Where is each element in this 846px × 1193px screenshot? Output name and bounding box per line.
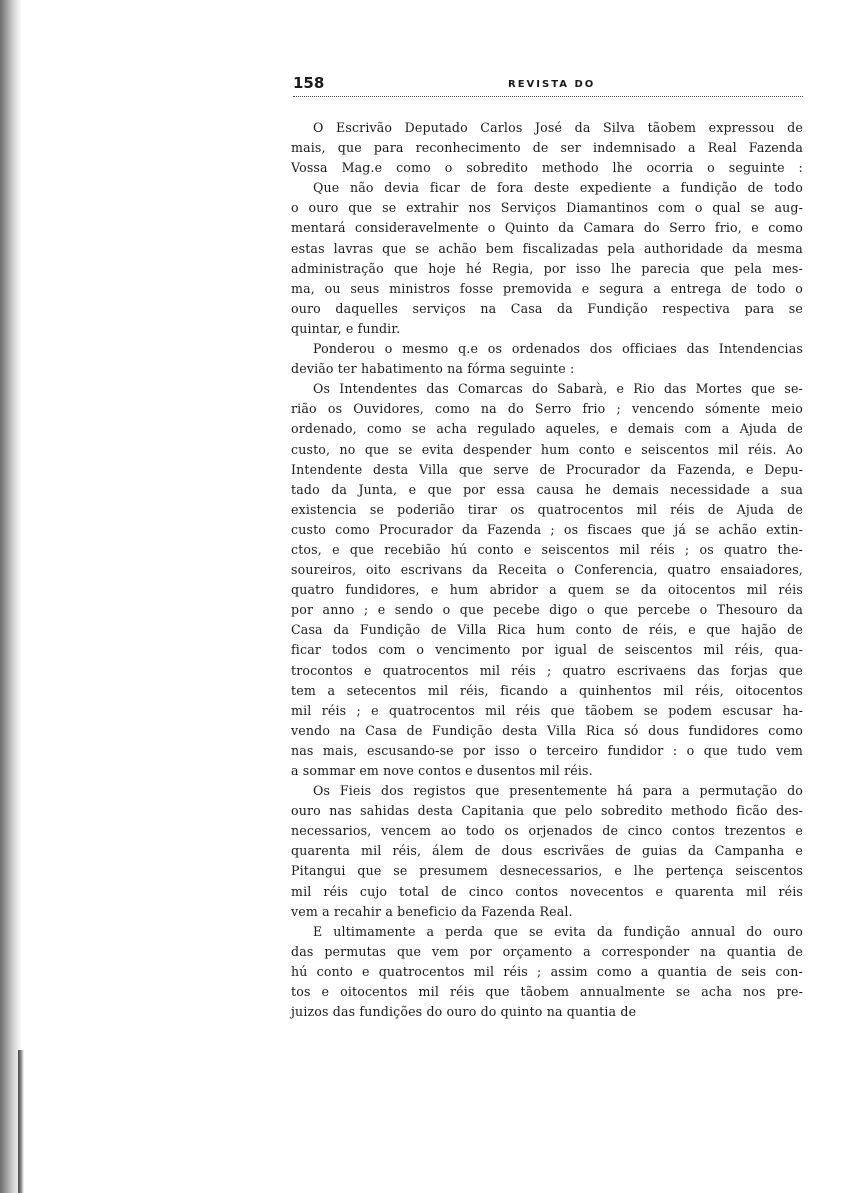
text-line: Ponderou o mesmo q.e os ordenados dos officiaes das Intendencias [313, 341, 803, 357]
text-line: quintar, e fundir. [291, 320, 401, 336]
text-line: mil réis ; e quatrocentos mil réis que tãobem se podem escusar ha- [291, 702, 804, 718]
text-line: E ultimamente a perda que se evita da fundição annual do ouro [313, 923, 803, 939]
text-line: ouro daquelles serviços na Casa da Fundição respectiva para se [291, 300, 804, 316]
text-line: ordenado, como se acha regulado aqueles, e demais com a Ajuda de [291, 421, 804, 437]
text-line: Os Intendentes das Comarcas do Sabarà, e Rio das Mortes que se- [313, 381, 803, 397]
text-line: ctos, e que recebião hú conto e seiscentos mil réis ; os quatro the- [291, 541, 803, 557]
body-text [291, 118, 803, 1022]
running-head: REVISTA DO [508, 79, 596, 90]
text-line: trocontos e quatrocentos mil réis ; quatro escrivaens das forjas que [291, 662, 803, 678]
text-line: mais, que para reconhecimento de ser indemnisado a Real Fazenda [291, 140, 804, 156]
text-line: estas lavras que se achão bem fiscalizadas pela authoridade da mesma [291, 240, 803, 256]
text-line: o ouro que se extrahir nos Serviços Diamantinos com o qual se aug- [291, 200, 803, 216]
text-line: vem a recahir a beneficio da Fazenda Real. [291, 903, 573, 919]
text-line: custo, no que se evita despender hum conto e seiscentos mil réis. Ao [291, 441, 803, 457]
text-line: necessarios, vencem ao todo os orjenados de cinco contos trezentos e [291, 823, 803, 839]
text-line: hú conto e quatrocentos mil réis ; assim como a quantia de seis con- [291, 963, 803, 979]
text-line: tos e oitocentos mil réis que tãobem annualmente se acha nos pre- [291, 984, 803, 1000]
text-line: a sommar em nove contos e dusentos mil réis. [291, 763, 593, 778]
text-line: ficar todos com o vencimento por igual de seiscentos mil réis, qua- [291, 642, 804, 658]
text-line: Os Fieis dos registos que presentemente há para a permutação do [313, 783, 804, 799]
text-line: tado da Junta, e que por essa causa he demais necessidade a sua [291, 481, 803, 497]
text-line: ouro nas sahidas desta Capitania que pelo sobredito methodo ficão des- [291, 803, 803, 819]
header-rule [293, 96, 803, 97]
text-line: Casa da Fundição de Villa Rica hum conto de réis, e que hajão de [291, 622, 803, 638]
text-line: Pitangui que se presumem desnecessarios, e lhe pertença seiscentos [291, 863, 803, 879]
text-line: tem a setecentos mil réis, ficando a quinhentos mil réis, oitocentos [291, 682, 803, 698]
page-header [293, 72, 803, 98]
scan-binding-edge [0, 0, 22, 1193]
text-line: ma, ou seus ministros fosse premovida e segura a entrega de todo o [291, 280, 804, 296]
text-line: vendo na Casa de Fundição desta Villa Rica só dous fundidores como [291, 722, 804, 738]
text-line: Intendente desta Villa que serve de Procurador da Fazenda, e Depu- [291, 461, 804, 477]
text-line: quatro fundidores, e hum abridor a quem se da oitocentos mil réis [291, 582, 803, 598]
text-line: soureiros, oito escrivans da Receita o Conferencia, quatro ensaiadores, [291, 562, 803, 578]
text-line: devião ter habatimento na fórma seguinte : [291, 361, 575, 377]
text-line: Vossa Mag.e como o sobredito methodo lhe ocorria o seguinte : [291, 160, 803, 176]
text-line: O Escrivão Deputado Carlos José da Silva tãobem expressou de [313, 120, 803, 135]
scan-edge-mark [18, 1050, 24, 1193]
text-line: das permutas que vem por orçamento a corresponder na quantia de [291, 943, 803, 959]
text-line: custo como Procurador da Fazenda ; os fiscaes que já se achão extin- [291, 521, 803, 537]
text-line: por anno ; e sendo o que pecebe digo o que percebe o Thesouro da [291, 602, 804, 618]
text-line: rião os Ouvidores, como na do Serro frio ; vencendo sómente meio [291, 401, 803, 417]
text-line: mentará consideravelmente o Quinto da Camara do Serro frio, e como [291, 220, 803, 236]
page-number: 158 [293, 74, 325, 92]
text-line: mil réis cujo total de cinco contos novecentos e quarenta mil réis [291, 883, 804, 899]
text-line: existencia se poderião tirar os quatrocentos mil réis de Ajuda de [291, 501, 803, 517]
text-line: administração que hoje hé Regia, por isso lhe parecia que pela mes- [291, 260, 803, 276]
text-line: Que não devia ficar de fora deste expediente a fundição de todo [313, 180, 803, 196]
text-line: quarenta mil réis, álem de dous escrivães de guias da Campanha e [291, 843, 803, 859]
text-line: juizos das fundições do ouro do quinto na quantia de [291, 1004, 637, 1020]
text-line: nas mais, escusando-se por isso o terceiro fundidor : o que tudo vem [291, 742, 803, 758]
